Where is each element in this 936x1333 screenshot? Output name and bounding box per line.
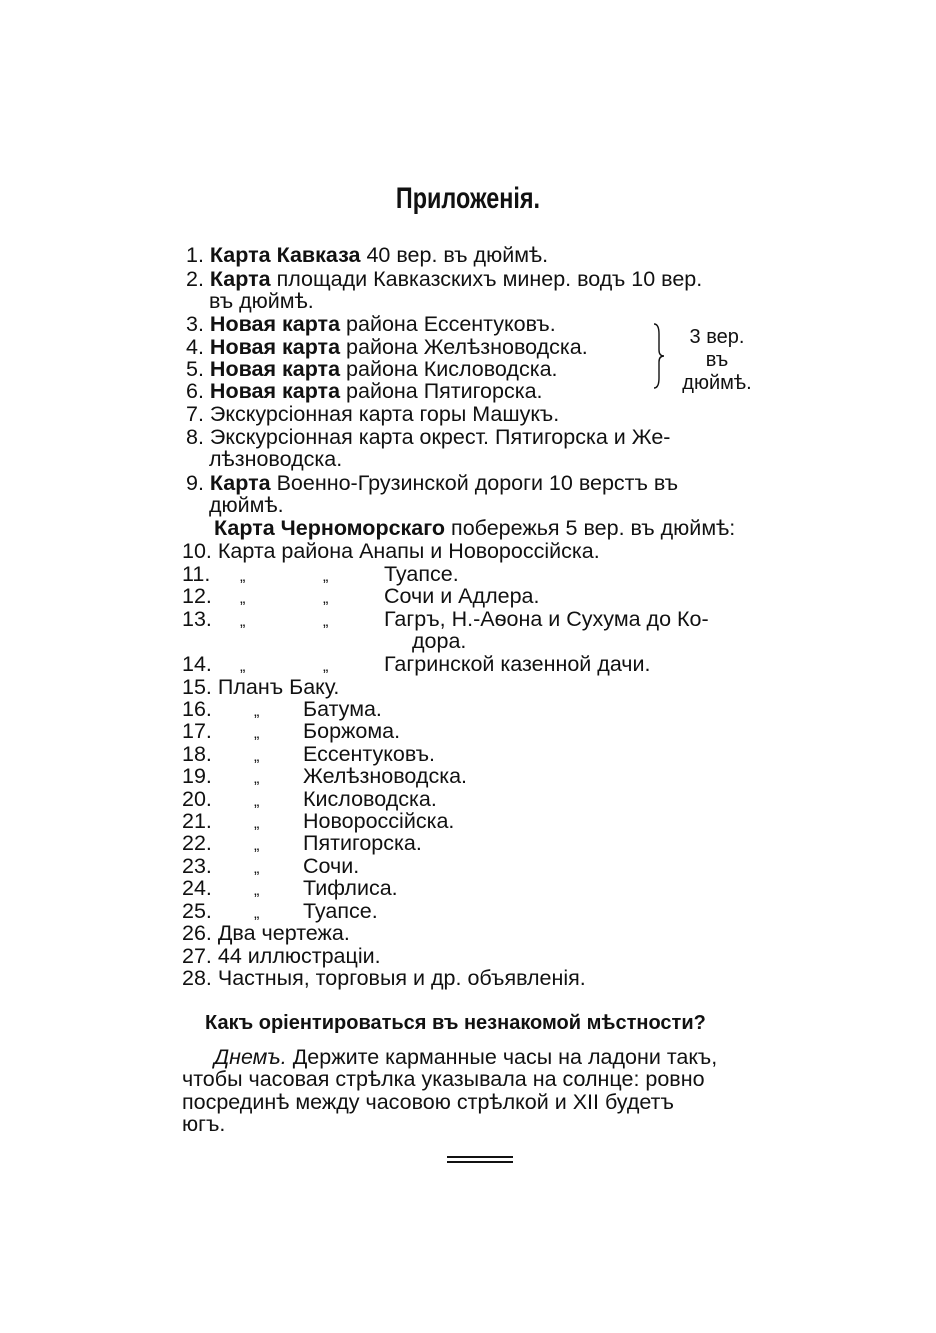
list-item: Боржома. bbox=[303, 719, 401, 743]
list-item-continuation: дора. bbox=[412, 629, 467, 653]
list-item: 1. Карта Кавказа 40 вер. въ дюймѣ. bbox=[186, 243, 549, 267]
list-item: 8. Экскурсіонная карта окрест. Пятигорска и Же- bbox=[186, 425, 671, 449]
list-item: Гагринской казенной дачи. bbox=[384, 652, 651, 676]
ditto-mark: „ bbox=[323, 658, 329, 675]
list-item-number: 17. bbox=[182, 719, 212, 743]
page-title: Приложенія. bbox=[395, 182, 541, 215]
ditto-mark: „ bbox=[254, 703, 260, 720]
list-item-number: 18. bbox=[182, 742, 212, 766]
list-item-number: 12. bbox=[182, 584, 212, 608]
ditto-mark: „ bbox=[254, 770, 260, 787]
ditto-mark: „ bbox=[254, 748, 260, 765]
list-item: 6. Новая карта района Пятигорска. bbox=[186, 379, 543, 403]
scale-note-line: въ bbox=[705, 349, 729, 371]
paragraph-line: посрединѣ между часовою стрѣлкой и XII будетъ bbox=[182, 1090, 674, 1114]
ditto-mark: „ bbox=[240, 613, 246, 630]
ditto-mark: „ bbox=[323, 613, 329, 630]
list-item-number: 20. bbox=[182, 787, 212, 811]
list-item: 7. Экскурсіонная карта горы Машукъ. bbox=[186, 402, 560, 426]
list-item-number: 24. bbox=[182, 876, 212, 900]
list-item: Тифлиса. bbox=[303, 876, 398, 900]
list-item: Сочи и Адлера. bbox=[384, 584, 540, 608]
list-item-number: 11. bbox=[182, 562, 211, 586]
ditto-mark: „ bbox=[254, 793, 260, 810]
ditto-mark: „ bbox=[323, 568, 329, 585]
ditto-mark: „ bbox=[240, 590, 246, 607]
section-header: Карта Черноморскаго побережья 5 вер. въ дюймѣ: bbox=[214, 516, 736, 540]
scale-note-line: дюймѣ. bbox=[682, 372, 752, 394]
list-item-number: 23. bbox=[182, 854, 212, 878]
paragraph-line: чтобы часовая стрѣлка указывала на солнце: ровно bbox=[182, 1067, 705, 1091]
divider bbox=[447, 1161, 513, 1163]
list-item: 4. Новая карта района Желѣзноводска. bbox=[186, 335, 588, 359]
list-item: Кисловодска. bbox=[303, 787, 437, 811]
section-title: Какъ оріентироваться въ незнакомой мѣстности? bbox=[205, 1012, 706, 1034]
list-item: 3. Новая карта района Ессентуковъ. bbox=[186, 312, 556, 336]
ditto-mark: „ bbox=[254, 725, 260, 742]
list-item: 2. Карта площади Кавказскихъ минер. водъ 10 вер. bbox=[186, 267, 703, 291]
list-item: Гагръ, Н.-Аѳона и Сухума до Ко- bbox=[384, 607, 709, 631]
divider bbox=[447, 1156, 513, 1158]
ditto-mark: „ bbox=[240, 658, 246, 675]
ditto-mark: „ bbox=[254, 905, 260, 922]
list-item: Сочи. bbox=[303, 854, 360, 878]
curly-brace-icon bbox=[652, 322, 666, 390]
list-item: Новороссійска. bbox=[303, 809, 455, 833]
ditto-mark: „ bbox=[254, 837, 260, 854]
list-item-number: 21. bbox=[182, 809, 212, 833]
ditto-mark: „ bbox=[323, 590, 329, 607]
list-item: 10. Карта района Анапы и Новороссійска. bbox=[182, 539, 600, 563]
list-item: Батума. bbox=[303, 697, 382, 721]
list-item: 9. Карта Военно-Грузинской дороги 10 верстъ въ bbox=[186, 471, 679, 495]
list-item-continuation: лѣзноводска. bbox=[209, 447, 343, 471]
list-item-number: 13. bbox=[182, 607, 212, 631]
list-item: Желѣзноводска. bbox=[303, 764, 468, 788]
ditto-mark: „ bbox=[254, 815, 260, 832]
list-item: 26. Два чертежа. bbox=[182, 921, 350, 945]
list-item: Туапсе. bbox=[384, 562, 459, 586]
list-item-continuation: въ дюймѣ. bbox=[209, 289, 314, 313]
list-item: 5. Новая карта района Кисловодска. bbox=[186, 357, 558, 381]
list-item-number: 14. bbox=[182, 652, 212, 676]
ditto-mark: „ bbox=[240, 568, 246, 585]
list-item: Ессентуковъ. bbox=[303, 742, 435, 766]
list-item: Туапсе. bbox=[303, 899, 378, 923]
list-item: 15. Планъ Баку. bbox=[182, 675, 340, 699]
list-item: 27. 44 иллюстраціи. bbox=[182, 944, 381, 968]
list-item-continuation: дюймѣ. bbox=[209, 493, 284, 517]
list-item-number: 25. bbox=[182, 899, 212, 923]
list-item: 28. Частныя, торговыя и др. объявленія. bbox=[182, 966, 586, 990]
list-item-number: 22. bbox=[182, 831, 212, 855]
paragraph-line: Днемъ. Держите карманные часы на ладони такъ, bbox=[214, 1045, 718, 1069]
paragraph-line: югъ. bbox=[182, 1112, 226, 1136]
list-item-number: 19. bbox=[182, 764, 212, 788]
scale-note-line: 3 вер. bbox=[689, 326, 745, 348]
list-item-number: 16. bbox=[182, 697, 212, 721]
ditto-mark: „ bbox=[254, 882, 260, 899]
list-item: Пятигорска. bbox=[303, 831, 422, 855]
ditto-mark: „ bbox=[254, 860, 260, 877]
